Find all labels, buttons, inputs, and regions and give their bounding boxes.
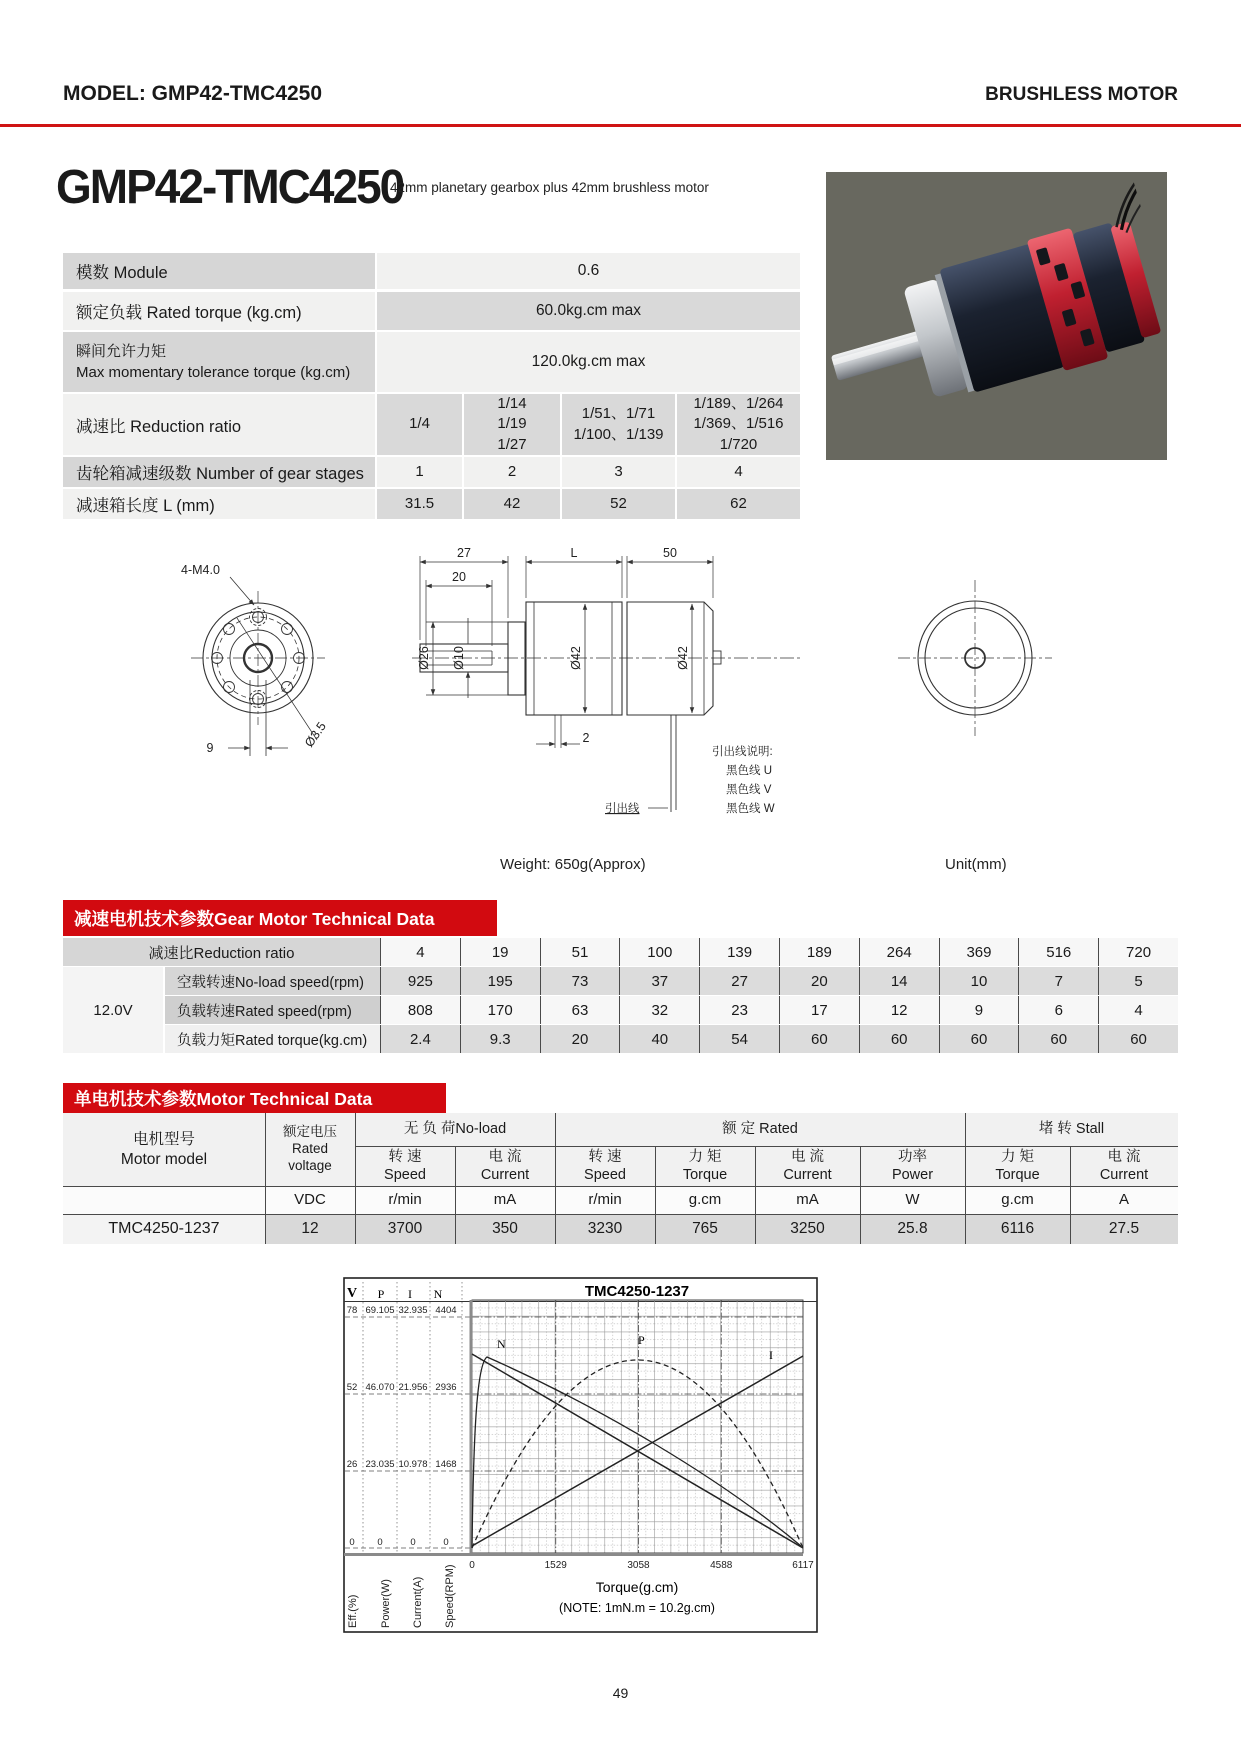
dimensional-drawing (120, 540, 1070, 830)
scale-n-0: 0 (443, 1537, 449, 1548)
sub-rated-torque (655, 1146, 755, 1186)
spec-label-length: 减速箱长度 L (mm) (63, 489, 375, 519)
sub-zh: 电 流 (488, 1148, 522, 1165)
page-title: GMP42-TMC4250 (56, 159, 404, 214)
rated-speed-val: 32 (619, 996, 699, 1024)
spec-label-reduction: 减速比 Reduction ratio (63, 394, 375, 455)
curve-label-n: N (497, 1337, 506, 1351)
length-val: 62 (677, 489, 800, 519)
gear-rated-torque-label: 负载力矩Rated torque(kg.cm) (165, 1025, 380, 1053)
spec-row-momentary (63, 332, 800, 392)
sub-stall-torque (965, 1146, 1070, 1186)
reduction-col-1 (377, 394, 462, 455)
rated-speed-val: 808 (380, 996, 460, 1024)
reduction-col-3 (562, 394, 675, 455)
noload-val: 195 (460, 967, 540, 995)
sub-en: Current (1099, 1167, 1149, 1183)
length-val: 42 (464, 489, 560, 519)
scale-i-0: 0 (410, 1537, 416, 1548)
rated-torque-val: 60 (859, 1025, 939, 1053)
scale-v-52: 52 (346, 1382, 358, 1393)
stages-val: 4 (677, 457, 800, 487)
rated-torque-val: 60 (1018, 1025, 1098, 1053)
lead-note-title: 引出线说明: (712, 746, 773, 758)
ratio-val: 19 (460, 938, 540, 966)
sub-en: Speed (384, 1167, 426, 1183)
scale-i-32: 32.935 (398, 1305, 428, 1316)
dia-26: Ø26 (417, 646, 431, 670)
rated-torque-val: 60 (779, 1025, 859, 1053)
ratio-val: 189 (779, 938, 859, 966)
dim-2: 2 (582, 731, 590, 745)
gear-data-banner: 减速电机技术参数Gear Motor Technical Data (63, 900, 497, 936)
scale-p-0: 0 (377, 1537, 383, 1548)
unit-ma-2: mA (755, 1186, 860, 1214)
val-voltage: 12 (265, 1214, 355, 1244)
ratio-val: 4 (380, 938, 460, 966)
sub-stall-current (1070, 1146, 1178, 1186)
rated-speed-val: 6 (1018, 996, 1098, 1024)
spec-value-module: 0.6 (377, 253, 800, 289)
xtick-0: 0 (469, 1560, 475, 1571)
voltage-header-zh: 额定电压 (283, 1124, 337, 1140)
dim-bolt-spec: 4-M4.0 (181, 563, 220, 577)
rated-torque-val: 60 (1098, 1025, 1178, 1053)
noload-val: 925 (380, 967, 460, 995)
dim-50: 50 (663, 546, 677, 560)
scale-p-69: 69.105 (365, 1305, 395, 1316)
dim-hole-dia: Ø3.5 (301, 719, 330, 750)
unit-note: Unit(mm) (945, 856, 1007, 873)
unit-a: A (1070, 1186, 1178, 1214)
sub-zh: 电 流 (1107, 1148, 1141, 1165)
sub-zh: 功率 (898, 1148, 927, 1165)
group-rated: 额 定 Rated (555, 1113, 965, 1146)
gear-row-noload (63, 967, 1178, 995)
lead-note-u: 黑色线 U (726, 765, 772, 777)
unit-gcm-1: g.cm (655, 1186, 755, 1214)
stages-val: 1 (377, 457, 462, 487)
unit-rmin-1: r/min (355, 1186, 455, 1214)
val-stall-current: 27.5 (1070, 1214, 1178, 1244)
rated-speed-val: 170 (460, 996, 540, 1024)
ratio-val: 139 (699, 938, 779, 966)
rated-torque-val: 2.4 (380, 1025, 460, 1053)
noload-val: 27 (699, 967, 779, 995)
ratio-val: 264 (859, 938, 939, 966)
group-noload: 无 负 荷No-load (355, 1113, 555, 1146)
dim-20: 20 (452, 570, 466, 584)
spec-row-rated-torque (63, 292, 800, 330)
ratio-val: 720 (1098, 938, 1178, 966)
reduction-val: 1/19 (497, 415, 527, 433)
sub-en: Current (783, 1167, 832, 1183)
spec-label-module: 模数 Module (63, 253, 375, 289)
header-rule (0, 124, 1241, 127)
spec-length-values (377, 489, 800, 519)
lead-wire-label: 引出线 (605, 803, 640, 815)
dim-27: 27 (457, 546, 471, 560)
motor-model-header (63, 1113, 265, 1186)
sub-noload-current (455, 1146, 555, 1186)
noload-val: 20 (779, 967, 859, 995)
sub-zh: 力 矩 (688, 1148, 722, 1165)
spec-row-module (63, 253, 800, 289)
scale-header-p: P (377, 1287, 385, 1301)
spec-label-momentary-en: Max momentary tolerance torque (kg.cm) (76, 364, 351, 381)
curve-label-i: I (769, 1348, 773, 1362)
reduction-val: 1/14 (497, 395, 527, 413)
unit-rmin-2: r/min (555, 1186, 655, 1214)
noload-val: 10 (939, 967, 1019, 995)
chart-note: (NOTE: 1mN.m = 10.2g.cm) (559, 1601, 715, 1615)
sub-en: Torque (995, 1167, 1040, 1183)
rated-speed-val: 9 (939, 996, 1019, 1024)
spec-value-rated-torque: 60.0kg.cm max (377, 292, 800, 330)
page-subtitle: 42mm planetary gearbox plus 42mm brushless motor (390, 180, 709, 195)
axis-label-current: Current(A) (412, 1576, 424, 1628)
scale-p-23: 23.035 (365, 1459, 395, 1470)
rated-torque-val: 54 (699, 1025, 779, 1053)
gear-row-ratio (63, 938, 1178, 966)
reduction-val: 1/720 (719, 435, 758, 453)
unit-ma-1: mA (455, 1186, 555, 1214)
scale-v-78: 78 (346, 1305, 358, 1316)
axis-label-eff: Eff.(%) (347, 1594, 359, 1628)
scale-n-2936: 2936 (435, 1382, 457, 1393)
voltage-header-en2: voltage (288, 1157, 332, 1173)
val-rated-current: 3250 (755, 1214, 860, 1244)
spec-reduction-values (377, 394, 800, 455)
reduction-val: 1/51、1/71 (581, 405, 656, 423)
spec-row-stages (63, 457, 800, 487)
model-header-zh: 电机型号 (132, 1131, 195, 1149)
axis-label-speed: Speed(RPM) (444, 1564, 456, 1628)
performance-chart (343, 1277, 818, 1633)
gear-ratio-values (380, 938, 1178, 966)
spec-label-stages: 齿轮箱减速级数 Number of gear stages (63, 457, 375, 487)
dim-L: L (570, 546, 578, 560)
val-noload-current: 350 (455, 1214, 555, 1244)
motor-model-value: TMC4250-1237 (63, 1214, 265, 1244)
page-number: 49 (612, 1685, 629, 1701)
gear-rated-speed-label: 负载转速Rated speed(rpm) (165, 996, 380, 1024)
gear-row-rated-speed (63, 996, 1178, 1024)
sub-zh: 转 速 (388, 1148, 422, 1165)
dia-gearbox: Ø42 (569, 646, 583, 670)
stages-val: 2 (464, 457, 560, 487)
sub-en: Torque (682, 1167, 728, 1183)
sub-rated-power (860, 1146, 965, 1186)
xtick-1529: 1529 (544, 1560, 567, 1571)
chart-title: TMC4250-1237 (584, 1283, 690, 1300)
scale-i-21: 21.956 (398, 1382, 428, 1393)
scale-v-26: 26 (346, 1459, 358, 1470)
spec-stages-values (377, 457, 800, 487)
reduction-val: 1/100、1/139 (573, 425, 664, 443)
curve-label-p: P (638, 1333, 645, 1347)
scale-i-10: 10.978 (398, 1459, 428, 1470)
scale-n-1468: 1468 (435, 1459, 457, 1470)
scale-p-46: 46.070 (365, 1382, 395, 1393)
xtick-3058: 3058 (627, 1560, 650, 1571)
noload-val: 14 (859, 967, 939, 995)
val-rated-power: 25.8 (860, 1214, 965, 1244)
val-stall-torque: 6116 (965, 1214, 1070, 1244)
noload-val: 5 (1098, 967, 1178, 995)
motor-table (63, 1113, 1178, 1244)
category-header: BRUSHLESS MOTOR (985, 84, 1178, 105)
spec-label-rated-torque: 额定负载 Rated torque (kg.cm) (63, 292, 375, 330)
sub-en: Current (480, 1167, 530, 1183)
gear-rated-speed-values (380, 996, 1178, 1024)
axis-label-power: Power(W) (380, 1579, 392, 1628)
x-axis-title: Torque(g.cm) (595, 1579, 679, 1595)
noload-val: 7 (1018, 967, 1098, 995)
sub-zh: 转 速 (588, 1148, 622, 1165)
group-stall: 堵 转 Stall (965, 1113, 1178, 1146)
unit-gcm-2: g.cm (965, 1186, 1070, 1214)
noload-val: 73 (540, 967, 620, 995)
sub-noload-speed (355, 1146, 455, 1186)
gear-ratio-label: 减速比Reduction ratio (63, 938, 380, 966)
gear-row-rated-torque (63, 1025, 1178, 1053)
spec-label-momentary-zh: 瞬间允许力矩 (76, 343, 167, 360)
sub-en: Power (891, 1167, 934, 1183)
rated-speed-val: 12 (859, 996, 939, 1024)
rated-torque-val: 40 (619, 1025, 699, 1053)
unit-blank (63, 1186, 265, 1214)
scale-header-v: V (346, 1286, 358, 1301)
spec-row-reduction (63, 394, 800, 455)
spec-row-length (63, 489, 800, 519)
dia-motor: Ø42 (676, 646, 690, 670)
motor-data-banner: 单电机技术参数Motor Technical Data (63, 1083, 446, 1113)
spec-value-momentary: 120.0kg.cm max (377, 332, 800, 392)
rated-speed-val: 17 (779, 996, 859, 1024)
reduction-col-4 (677, 394, 800, 455)
model-header: MODEL: GMP42-TMC4250 (63, 82, 323, 105)
reduction-val: 1/27 (497, 435, 527, 453)
product-photo (826, 172, 1167, 460)
spec-label-momentary (63, 332, 375, 392)
lead-note-v: 黑色线 V (726, 784, 772, 796)
val-noload-speed: 3700 (355, 1214, 455, 1244)
reduction-col-2 (464, 394, 560, 455)
dim-flat-width: 9 (206, 741, 214, 755)
sub-en: Speed (584, 1167, 626, 1183)
sub-zh: 电 流 (790, 1148, 825, 1165)
length-val: 52 (562, 489, 675, 519)
reduction-val: 1/369、1/516 (693, 415, 784, 433)
rated-torque-val: 20 (540, 1025, 620, 1053)
rated-torque-val: 9.3 (460, 1025, 540, 1053)
stages-val: 3 (562, 457, 675, 487)
reduction-val: 1/4 (409, 415, 430, 433)
noload-val: 37 (619, 967, 699, 995)
unit-w: W (860, 1186, 965, 1214)
sub-zh: 力 矩 (1000, 1148, 1035, 1165)
voltage-header-en1: Rated (291, 1141, 329, 1157)
gear-table (63, 938, 1178, 1053)
dia-10: Ø10 (452, 646, 466, 670)
scale-n-4404: 4404 (435, 1305, 457, 1316)
motor-voltage-header (265, 1113, 355, 1186)
unit-vdc: VDC (265, 1186, 355, 1214)
weight-note: Weight: 650g(Approx) (500, 856, 646, 873)
rated-speed-val: 63 (540, 996, 620, 1024)
ratio-val: 369 (939, 938, 1019, 966)
val-rated-torque: 765 (655, 1214, 755, 1244)
gear-rated-torque-values (380, 1025, 1178, 1053)
rated-speed-val: 23 (699, 996, 779, 1024)
gear-noload-label: 空载转速No-load speed(rpm) (165, 967, 380, 995)
val-rated-speed: 3230 (555, 1214, 655, 1244)
length-val: 31.5 (377, 489, 462, 519)
rated-speed-val: 4 (1098, 996, 1178, 1024)
scale-header-n: N (433, 1287, 443, 1301)
gear-noload-values (380, 967, 1178, 995)
sub-rated-current (755, 1146, 860, 1186)
xtick-4588: 4588 (710, 1560, 733, 1571)
xtick-6117: 6117 (792, 1560, 814, 1571)
lead-note-w: 黑色线 W (726, 803, 775, 815)
rated-torque-val: 60 (939, 1025, 1019, 1053)
scale-v-0: 0 (349, 1537, 355, 1548)
scale-header-i: I (408, 1287, 412, 1301)
sub-rated-speed (555, 1146, 655, 1186)
ratio-val: 51 (540, 938, 620, 966)
model-header-en: Motor model (120, 1150, 208, 1168)
ratio-val: 516 (1018, 938, 1098, 966)
gear-voltage-cell: 12.0V (63, 967, 163, 1053)
reduction-val: 1/189、1/264 (693, 395, 784, 413)
ratio-val: 100 (619, 938, 699, 966)
